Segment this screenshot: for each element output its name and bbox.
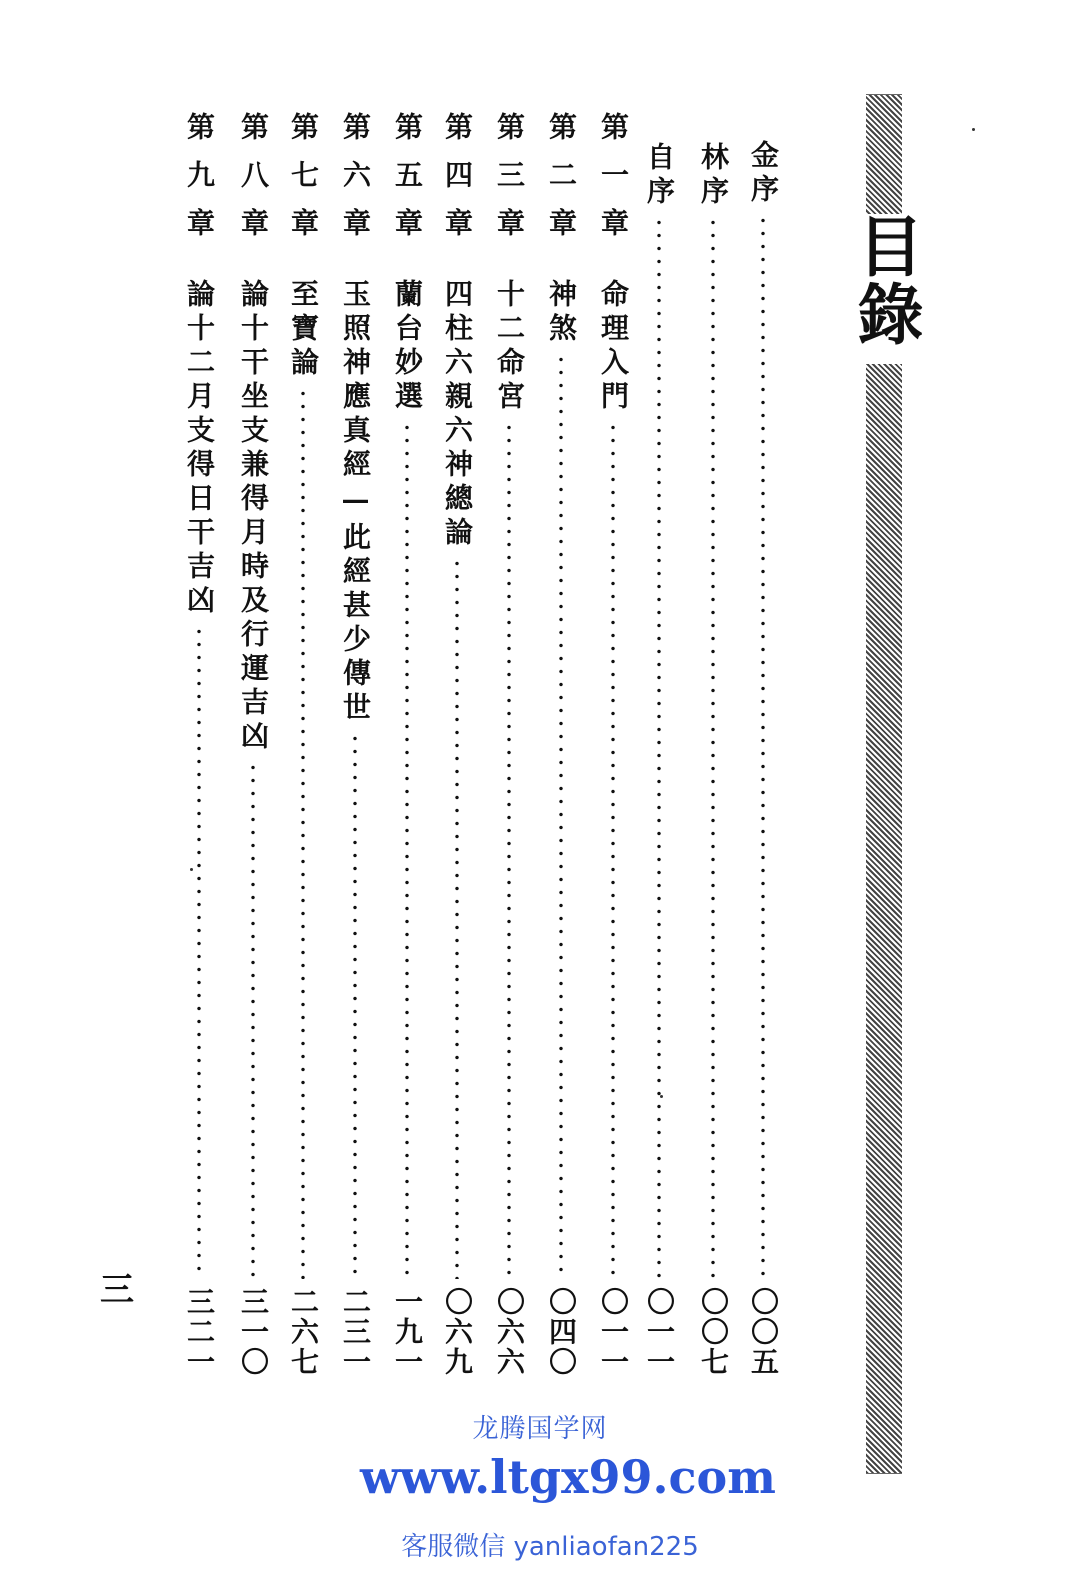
toc-entry-label: 自序 [643,142,676,210]
chapter-page: 三一〇 [237,1287,270,1377]
toc-entry-page: 〇一一 [643,1287,676,1377]
page-title: 目錄 [846,212,924,348]
watermark-contact: 客服微信 yanliaofan225 [401,1532,699,1562]
dot-leader [405,421,409,1279]
toc-entry-preface-3 [642,112,676,1397]
toc-entry-chapter-3 [492,112,526,1397]
dot-leader [507,421,511,1279]
chapter-number: 第七章 [287,112,320,256]
chapter-title: 蘭台妙選 [391,279,424,415]
chapter-number: 第九章 [183,112,216,256]
toc-entry-chapter-5 [390,112,424,1397]
chapter-number: 第三章 [493,112,526,256]
toc-entry-chapter-9 [182,112,216,1397]
chapter-title: 玉照神應真經—此經甚少傳世 [339,279,372,726]
toc-entry-chapter-4 [440,112,474,1397]
chapter-title: 神煞 [545,279,578,347]
chapter-page: 三二一 [183,1287,216,1377]
watermark [0,1400,1080,1594]
chapter-title: 命理入門 [597,279,630,415]
scan-speck [972,128,975,131]
toc-entry-label: 林序 [697,142,730,210]
chapter-page: 〇六六 [493,1287,526,1377]
dot-leader [353,732,357,1279]
chapter-number: 第一章 [597,112,630,256]
scan-speck [190,868,193,871]
chapter-number: 第四章 [441,112,474,256]
chapter-page: 〇六九 [441,1287,474,1377]
toc-entry-chapter-8 [236,112,270,1397]
chapter-title: 四柱六親六神總論 [441,279,474,551]
dot-leader [455,557,459,1279]
watermark-site-name: 龙腾国学网 [472,1414,608,1444]
chapter-page: 二三一 [339,1287,372,1377]
dot-leader [611,421,615,1279]
chapter-page: 二六七 [287,1287,320,1377]
chapter-number: 第二章 [545,112,578,256]
watermark-url: www.ltgx99.com [360,1450,776,1504]
toc-entry-page: 〇〇五 [747,1287,780,1377]
chapter-number: 第八章 [237,112,270,256]
chapter-page: 〇一一 [597,1287,630,1377]
dot-leader [761,214,765,1279]
toc-entry-page: 〇〇七 [697,1287,730,1377]
chapter-title: 論十干坐支兼得月時及行運吉凶 [237,279,270,755]
toc-entry-preface-1 [746,112,780,1397]
toc-entry-chapter-2 [544,112,578,1397]
chapter-title: 至寶論 [287,279,320,381]
toc-entry-chapter-7 [286,112,320,1397]
toc-entry-preface-2 [696,112,730,1397]
dot-leader [657,216,661,1279]
chapter-number: 第六章 [339,112,372,256]
dot-leader [251,761,255,1279]
toc-entry-label: 金序 [747,140,780,208]
chapter-title: 十二命宮 [493,279,526,415]
scan-speck [660,1095,663,1098]
dot-leader [559,353,563,1279]
chapter-page: 一九一 [391,1287,424,1377]
chapter-title: 論十二月支得日干吉凶 [183,279,216,619]
toc-entry-chapter-6 [338,112,372,1397]
page-number: 三 [100,1270,134,1310]
toc-entry-chapter-1 [596,112,630,1397]
chapter-page: 〇四〇 [545,1287,578,1377]
dot-leader [301,387,305,1279]
dot-leader [197,625,201,1279]
dot-leader [711,216,715,1279]
chapter-number: 第五章 [391,112,424,256]
